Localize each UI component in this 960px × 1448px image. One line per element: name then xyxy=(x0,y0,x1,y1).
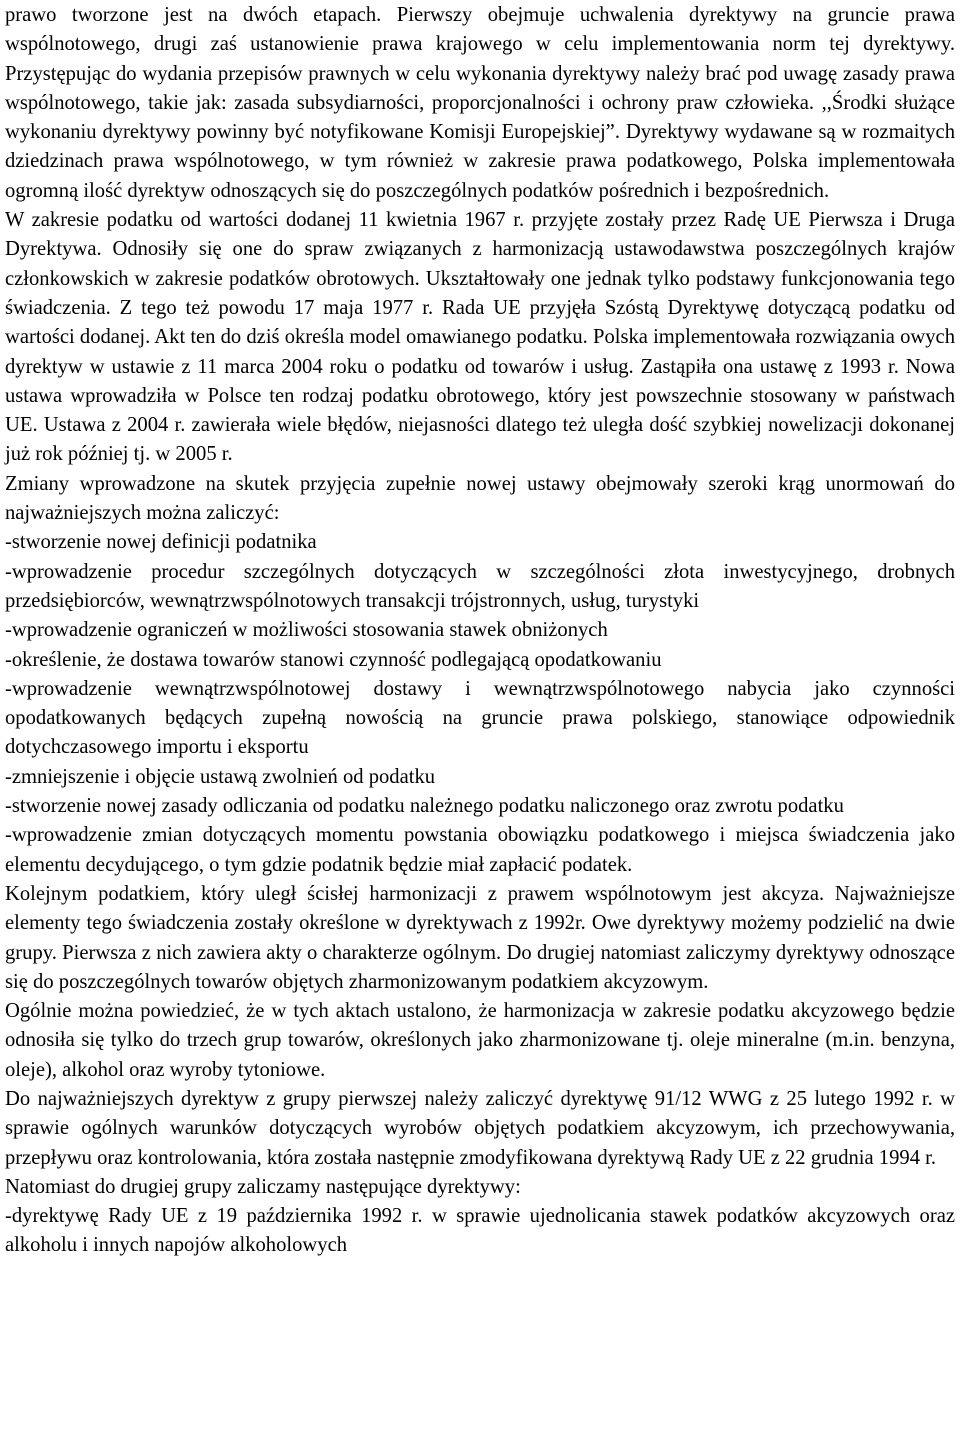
list-item-special-procedures: -wprowadzenie procedur szczególnych dotyczących w szczególności złota inwestycyjnego, drobnych przedsiębiorców, wewnątrzwspólnotowych transakcji trójstronnych, usług, turystyki xyxy=(5,560,955,612)
paragraph-changes-intro: Zmiany wprowadzone na skutek przyjęcia zupełnie nowej ustawy obejmowały szeroki krąg unormowań do najważniejszych można zaliczyć: xyxy=(5,472,955,525)
paragraph-vat-directives: W zakresie podatku od wartości dodanej 11 kwietnia 1967 r. przyjęte zostały przez Radę UE Pierwsza i Druga Dyrektywa. Odnosiły się one do spraw związanych z harmonizacją ustawodawstwa poszczególnych krajów członkowskich w zakresie podatków obrotowych. Ukształtowały one jednak tylko podstawy funkcjonowania tego świadczenia. Z tego też powodu 17 maja 1977 r. Rada UE przyjęła Szóstą Dyrektywę dotyczącą podatku od wartości dodanej. Akt ten do dziś określa model omawianego podatku. Polska implementowała rozwiązania owych dyrektyw w ustawie z 11 marca 2004 roku o podatku od towarów i usług. Zastąpiła ona ustawę z 1993 r. Nowa ustawa wprowadziła w Polsce ten rodzaj podatku obrotowego, który jest powszechnie stosowany w państwach UE. Ustawa z 2004 r. zawierała wiele błędów, niejasności dlatego też uległa dość szybkiej nowelizacji dokonanej już rok później tj. w 2005 r. xyxy=(5,209,955,466)
list-item-taxable-supply: -określenie, że dostawa towarów stanowi czynność podlegającą opodatkowaniu xyxy=(5,648,662,671)
list-item-reduced-rates: -wprowadzenie ograniczeń w możliwości stosowania stawek obniżonych xyxy=(5,619,608,642)
list-item-deduction: -stworzenie nowej zasady odliczania od podatku należnego podatku naliczonego oraz zwrotu podatku xyxy=(5,795,844,818)
paragraph-first-group-directives: Do najważniejszych dyrektyw z grupy pierwszej należy zaliczyć dyrektywę 91/12 WWG z 25 lutego 1992 r. w sprawie ogólnych warunków dotyczących wyrobów objętych podatkiem akcyzowym, ich przechowywania, przepływu oraz kontrolowania, która została następnie zmodyfikowana dyrektywą Rady UE z 22 grudnia 1994 r. xyxy=(5,1087,955,1169)
list-item-taxpayer-definition: -stworzenie nowej definicji podatnika xyxy=(5,531,317,554)
list-item-excise-rates-directive: -dyrektywę Rady UE z 19 października 1992 r. w sprawie ujednolicania stawek podatków akcyzowych oraz alkoholu i innych napojów alkoholowych xyxy=(5,1205,955,1257)
list-item-intra-community: -wprowadzenie wewnątrzwspólnotowej dostawy i wewnątrzwspólnotowego nabycia jako czynności opodatkowanych będących zupełną nowością na gruncie prawa polskiego, stanowiące odpowiednik dotychczasowego importu i eksportu xyxy=(5,677,955,759)
list-item-tax-point: -wprowadzenie zmian dotyczących momentu powstania obowiązku podatkowego i miejsca świadczenia jako elementu decydującego, o tym gdzie podatnik będzie miał zapłacić podatek. xyxy=(5,824,955,876)
paragraph-second-group-intro: Natomiast do drugiej grupy zaliczamy następujące dyrektywy: xyxy=(5,1175,521,1198)
paragraph-eu-law-stages: prawo tworzone jest na dwóch etapach. Pierwszy obejmuje uchwalenia dyrektywy na gruncie prawa wspólnotowego, drugi zaś ustanowienie prawa krajowego w celu implementowania norm tej dyrektywy. Przystępując do wydania przepisów prawnych w celu wykonania dyrektywy należy brać pod uwagę zasady prawa wspólnotowego, takie jak: zasada subsydiarności, proporcjonalności i ochrony praw człowieka. ,,Środki służące wykonaniu dyrektywy powinny być notyfikowane Komisji Europejskiej”. Dyrektywy wydawane są w rozmaitych dziedzinach prawa wspólnotowego, w tym również w zakresie prawa podatkowego, Polska implementowała ogromną ilość dyrektyw odnoszących się do poszczególnych podatków pośrednich i bezpośrednich. xyxy=(5,4,955,202)
document-body xyxy=(5,1,955,1261)
list-item-exemptions: -zmniejszenie i objęcie ustawą zwolnień od podatku xyxy=(5,765,436,788)
paragraph-excise-harmonization: Kolejnym podatkiem, który uległ ścisłej harmonizacji z prawem wspólnotowym jest akcyza. Najważniejsze elementy tego świadczenia zostały określone w dyrektywach z 1992r. Owe dyrektywy możemy podzielić na dwie grupy. Pierwsza z nich zawiera akty o charakterze ogólnym. Do drugiej natomiast zaliczymy dyrektywy odnoszące się do poszczególnych towarów objętych zharmonizowanym podatkiem akcyzowym. xyxy=(5,882,955,993)
paragraph-excise-goods: Ogólnie można powiedzieć, że w tych aktach ustalono, że harmonizacja w zakresie podatku akcyzowego będzie odnosiła się tylko do trzech grup towarów, określonych jako zharmonizowane tj. oleje mineralne (m.in. benzyna, oleje), alkohol oraz wyroby tytoniowe. xyxy=(5,1000,955,1081)
